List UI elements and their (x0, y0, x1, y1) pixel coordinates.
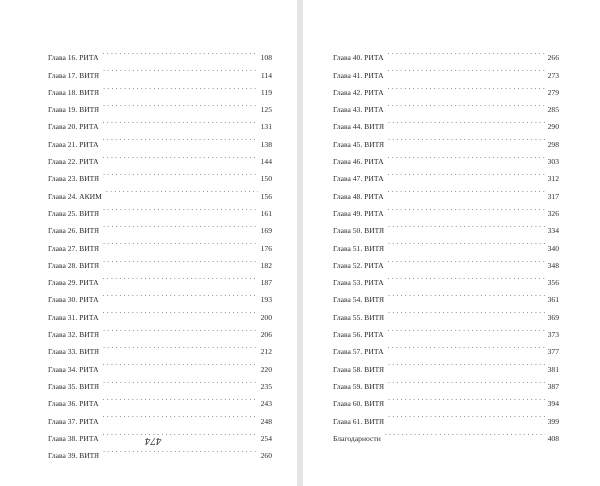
toc-leader-dots (103, 337, 258, 354)
toc-entry-page: 144 (260, 157, 272, 167)
toc-leader-dots (103, 147, 258, 164)
toc-entry-page: 361 (547, 295, 559, 305)
toc-entry-page: 334 (547, 226, 559, 236)
toc-leader-dots (388, 95, 545, 112)
toc-entry-title: Глава 17. ВИТЯ (48, 70, 100, 80)
toc-leader-dots (103, 199, 258, 216)
toc-entry-page: 279 (547, 87, 559, 97)
toc-entry-page: 377 (547, 347, 559, 357)
toc-entry-title: Глава 56. РИТА (333, 330, 384, 340)
toc-entry-title: Глава 50. ВИТЯ (333, 226, 385, 236)
toc-leader-dots (388, 147, 545, 164)
toc-entry-page: 348 (547, 260, 559, 270)
toc-entry (333, 43, 559, 63)
toc-entry-title: Глава 48. РИТА (333, 191, 384, 201)
toc-entry-page: 150 (260, 174, 272, 184)
toc-entry-page: 131 (260, 122, 272, 132)
toc-entry-page: 138 (260, 139, 272, 149)
toc-entry-title: Глава 33. ВИТЯ (48, 347, 100, 357)
toc-leader-dots (103, 129, 258, 146)
toc-entry-title: Глава 52. РИТА (333, 260, 384, 270)
right-page (303, 0, 600, 486)
table-of-contents-left (48, 43, 272, 461)
toc-entry-page: 161 (260, 208, 272, 218)
toc-leader-dots (103, 216, 258, 233)
toc-leader-dots (103, 424, 258, 441)
toc-leader-dots (103, 354, 258, 371)
toc-entry-title: Глава 16. РИТА (48, 53, 99, 63)
toc-leader-dots (388, 78, 545, 95)
toc-entry-page: 312 (547, 174, 559, 184)
toc-leader-dots (388, 302, 545, 319)
toc-entry-page: 156 (260, 191, 272, 201)
toc-entry-title: Глава 31. РИТА (48, 312, 99, 322)
toc-leader-dots (388, 164, 545, 181)
toc-entry-page: 373 (547, 330, 559, 340)
toc-entry-title: Глава 38. РИТА (48, 433, 99, 443)
toc-entry-page: 212 (260, 347, 272, 357)
toc-entry-page: 193 (260, 295, 272, 305)
toc-entry-title: Глава 34. РИТА (48, 364, 99, 374)
toc-leader-dots (388, 389, 545, 406)
toc-leader-dots (103, 43, 258, 60)
toc-leader-dots (388, 354, 545, 371)
toc-entry-title: Глава 44. ВИТЯ (333, 122, 385, 132)
toc-entry-page: 125 (260, 105, 272, 115)
toc-leader-dots (388, 129, 545, 146)
toc-leader-dots (103, 78, 258, 95)
toc-entry-title: Глава 55. ВИТЯ (333, 312, 385, 322)
toc-leader-dots (103, 285, 258, 302)
toc-entry-title: Глава 32. ВИТЯ (48, 330, 100, 340)
toc-entry-title: Глава 40. РИТА (333, 53, 384, 63)
toc-entry-title: Глава 22. РИТА (48, 157, 99, 167)
toc-leader-dots (103, 268, 258, 285)
toc-entry-title: Глава 21. РИТА (48, 139, 99, 149)
toc-entry-title: Глава 54. ВИТЯ (333, 295, 385, 305)
toc-entry-page: 206 (260, 330, 272, 340)
toc-entry-page: 340 (547, 243, 559, 253)
toc-entry-title: Глава 28. ВИТЯ (48, 260, 100, 270)
toc-entry-page: 176 (260, 243, 272, 253)
toc-leader-dots (388, 233, 545, 250)
toc-entry-page: 235 (260, 381, 272, 391)
toc-entry-page: 408 (547, 433, 559, 443)
toc-entry-page: 169 (260, 226, 272, 236)
toc-entry-title: Глава 59. ВИТЯ (333, 381, 385, 391)
toc-entry-page: 243 (260, 399, 272, 409)
toc-entry-title: Глава 51. ВИТЯ (333, 243, 385, 253)
toc-leader-dots (103, 441, 258, 458)
toc-entry-page: 303 (547, 157, 559, 167)
toc-leader-dots (103, 372, 258, 389)
toc-entry-page: 285 (547, 105, 559, 115)
toc-entry-title: Глава 43. РИТА (333, 105, 384, 115)
toc-leader-dots (103, 389, 258, 406)
toc-entry-page: 369 (547, 312, 559, 322)
toc-leader-dots (103, 164, 258, 181)
toc-entry-title: Глава 61. ВИТЯ (333, 416, 385, 426)
toc-entry-page: 356 (547, 278, 559, 288)
toc-entry-page: 298 (547, 139, 559, 149)
toc-entry-title: Глава 58. ВИТЯ (333, 364, 385, 374)
toc-entry-title: Благодарности (333, 433, 381, 443)
toc-entry-page: 290 (547, 122, 559, 132)
toc-entry-title: Глава 42. РИТА (333, 87, 384, 97)
toc-entry-title: Глава 27. ВИТЯ (48, 243, 100, 253)
toc-leader-dots (103, 95, 258, 112)
toc-entry-title: Глава 18. ВИТЯ (48, 87, 100, 97)
toc-leader-dots (388, 406, 545, 423)
toc-leader-dots (388, 285, 545, 302)
toc-entry-page: 266 (547, 53, 559, 63)
toc-leader-dots (103, 302, 258, 319)
toc-entry-title: Глава 25. ВИТЯ (48, 208, 100, 218)
toc-entry-page: 394 (547, 399, 559, 409)
toc-entry-page: 200 (260, 312, 272, 322)
toc-entry-title: Глава 20. РИТА (48, 122, 99, 132)
toc-leader-dots (103, 233, 258, 250)
toc-entry-title: Глава 49. РИТА (333, 208, 384, 218)
toc-entry-title: Глава 41. РИТА (333, 70, 384, 80)
toc-leader-dots (388, 216, 545, 233)
toc-entry-page: 114 (260, 70, 272, 80)
toc-entry-page: 273 (547, 70, 559, 80)
toc-entry-page: 260 (260, 451, 272, 461)
toc-leader-dots (388, 268, 545, 285)
toc-entry-page: 187 (260, 278, 272, 288)
toc-entry-page: 387 (547, 381, 559, 391)
toc-entry-title: Глава 45. ВИТЯ (333, 139, 385, 149)
toc-entry-page: 399 (547, 416, 559, 426)
toc-leader-dots (388, 43, 545, 60)
toc-leader-dots (106, 181, 258, 198)
toc-entry-title: Глава 47. РИТА (333, 174, 384, 184)
table-of-contents-right (333, 43, 559, 441)
toc-entry-title: Глава 23. ВИТЯ (48, 174, 100, 184)
toc-leader-dots (388, 60, 545, 77)
toc-leader-dots (388, 320, 545, 337)
toc-entry-title: Глава 57. РИТА (333, 347, 384, 357)
toc-leader-dots (103, 251, 258, 268)
toc-entry-page: 108 (260, 53, 272, 63)
toc-leader-dots (103, 406, 258, 423)
toc-leader-dots (385, 424, 545, 441)
left-page (0, 0, 297, 486)
toc-leader-dots (388, 372, 545, 389)
toc-entry-page: 248 (260, 416, 272, 426)
toc-entry-page: 220 (260, 364, 272, 374)
toc-leader-dots (103, 60, 258, 77)
toc-entry-page: 326 (547, 208, 559, 218)
toc-entry-page: 119 (260, 87, 272, 97)
toc-entry-title: Глава 53. РИТА (333, 278, 384, 288)
toc-leader-dots (388, 181, 545, 198)
toc-entry-title: Глава 37. РИТА (48, 416, 99, 426)
toc-entry-title: Глава 29. РИТА (48, 278, 99, 288)
toc-entry-page: 381 (547, 364, 559, 374)
toc-leader-dots (388, 251, 545, 268)
toc-entry-title: Глава 26. ВИТЯ (48, 226, 100, 236)
toc-leader-dots (103, 112, 258, 129)
toc-entry-page: 182 (260, 260, 272, 270)
toc-entry (48, 43, 272, 63)
page-number: 474 (145, 435, 162, 447)
toc-entry-title: Глава 35. ВИТЯ (48, 381, 100, 391)
toc-entry-title: Глава 19. ВИТЯ (48, 105, 100, 115)
toc-entry-page: 317 (547, 191, 559, 201)
toc-entry-title: Глава 60. ВИТЯ (333, 399, 385, 409)
toc-entry-title: Глава 46. РИТА (333, 157, 384, 167)
toc-entry-title: Глава 39. ВИТЯ (48, 451, 100, 461)
toc-entry-title: Глава 36. РИТА (48, 399, 99, 409)
toc-entry-title: Глава 30. РИТА (48, 295, 99, 305)
toc-leader-dots (388, 112, 545, 129)
toc-entry-page: 254 (260, 433, 272, 443)
toc-entry-title: Глава 24. АКИМ (48, 191, 102, 201)
toc-leader-dots (388, 337, 545, 354)
toc-leader-dots (388, 199, 545, 216)
toc-leader-dots (103, 320, 258, 337)
